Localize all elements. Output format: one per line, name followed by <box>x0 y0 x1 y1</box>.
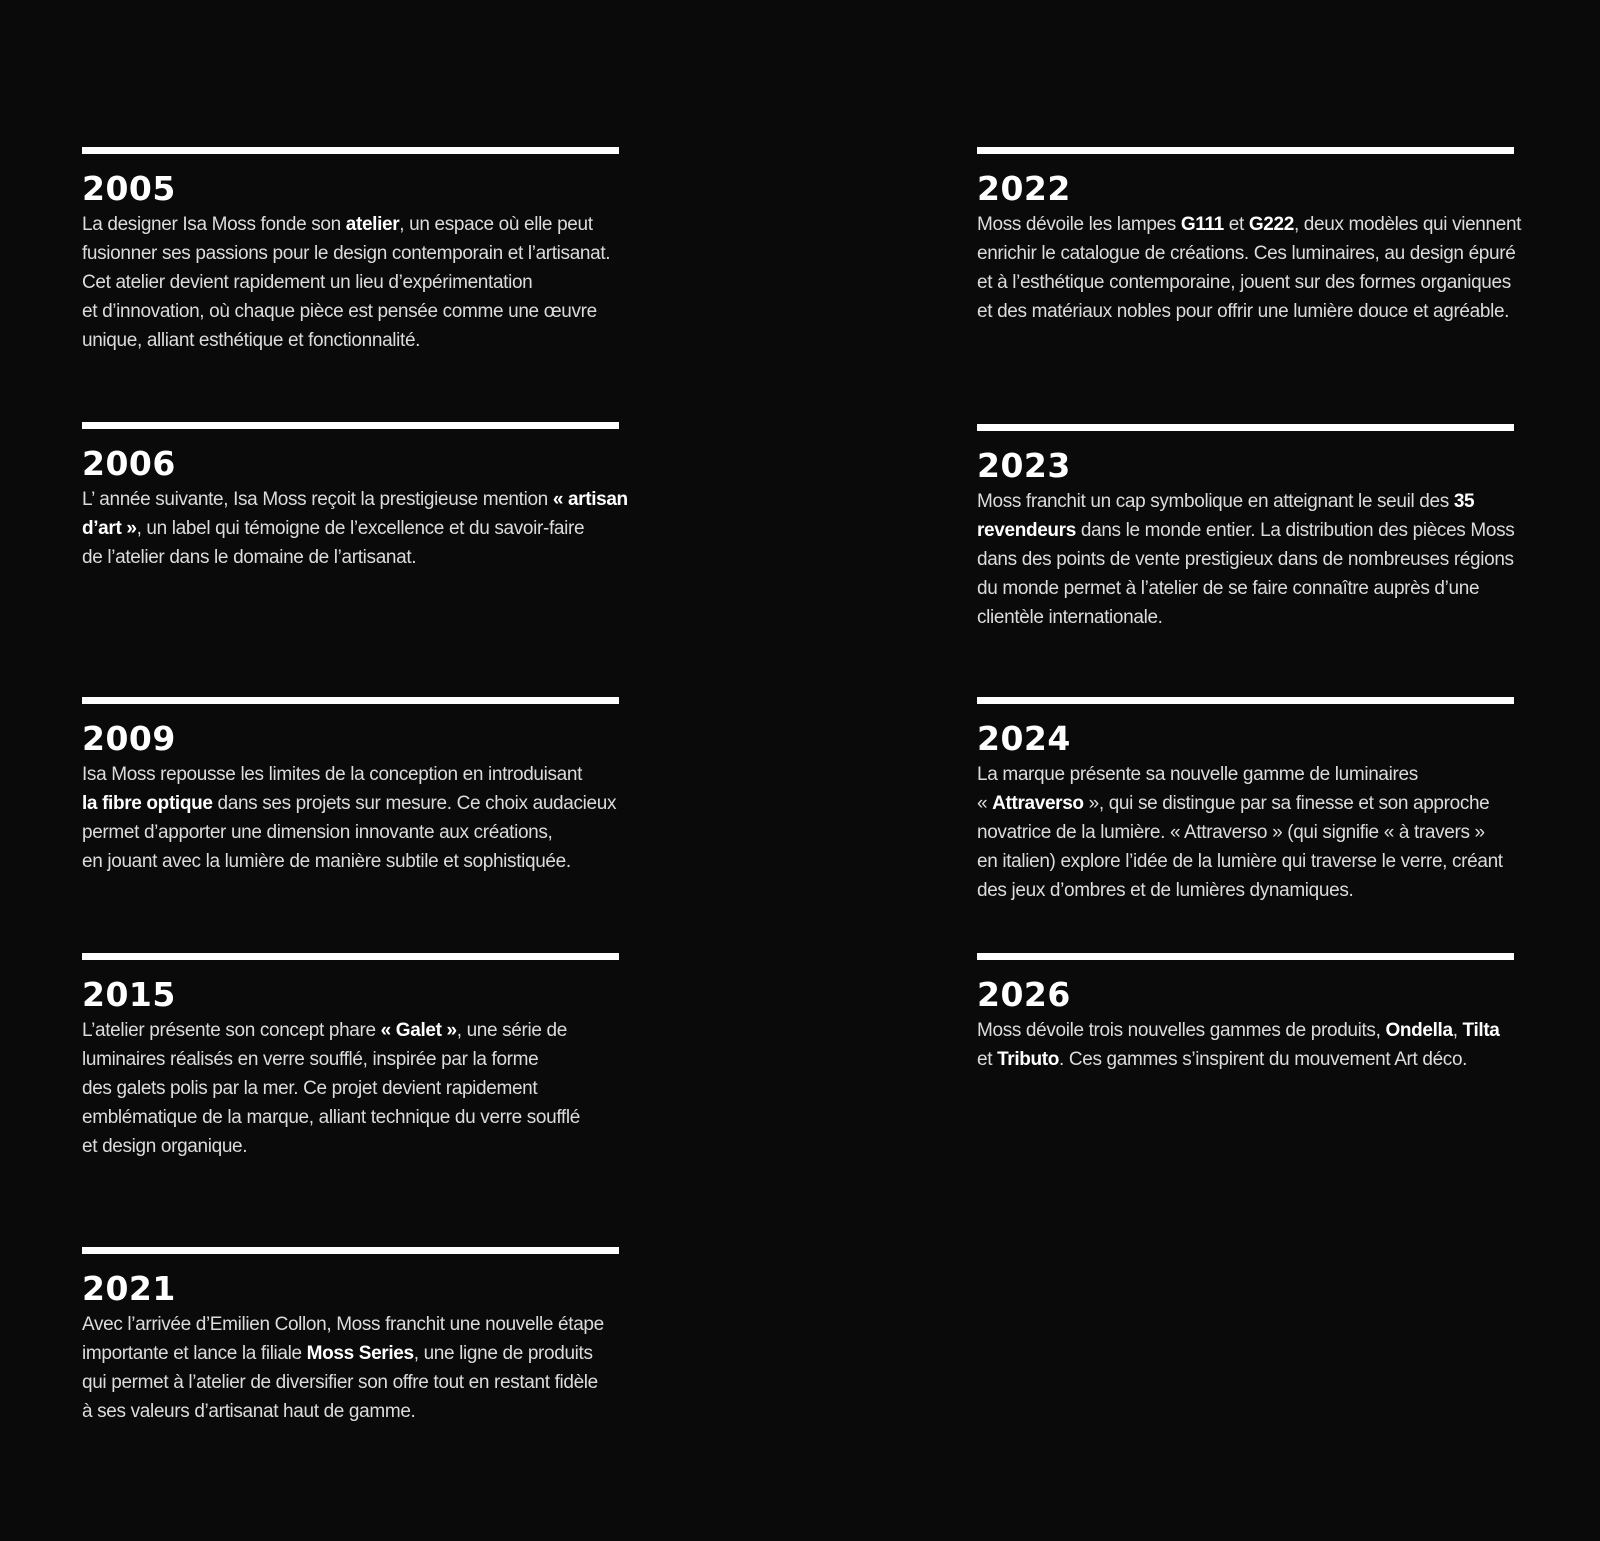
text-line: fusionner ses passions pour le design contemporain et l’artisanat. <box>82 243 611 264</box>
year-heading: 2009 <box>82 719 176 758</box>
text-line: et Tributo. Ces gammes s’inspirent du mouvement Art déco. <box>977 1049 1468 1070</box>
divider-rule <box>977 424 1514 431</box>
text-line: Isa Moss repousse les limites de la conception en introduisant <box>82 764 583 785</box>
divider-rule <box>82 147 619 154</box>
entry-description <box>82 210 619 355</box>
highlight-text: 35 <box>1453 491 1475 512</box>
text-line: luminaires réalisés en verre soufflé, inspirée par la forme <box>82 1049 539 1070</box>
divider-rule <box>82 953 619 960</box>
highlight-text: la fibre optique <box>82 793 213 814</box>
entry-description <box>977 760 1514 905</box>
text-line: emblématique de la marque, alliant technique du verre soufflé <box>82 1107 580 1128</box>
year-heading: 2015 <box>82 975 176 1014</box>
text-line: La designer Isa Moss fonde son atelier, un espace où elle peut <box>82 214 593 235</box>
entry-description <box>82 760 619 876</box>
text-line: des jeux d’ombres et de lumières dynamiques. <box>977 880 1354 901</box>
timeline-entry-2026 <box>977 953 1514 1074</box>
text-line: Avec l’arrivée d’Emilien Collon, Moss franchit une nouvelle étape <box>82 1314 604 1335</box>
year-heading: 2026 <box>977 975 1071 1014</box>
entry-description <box>977 210 1522 326</box>
highlight-text: Tributo <box>997 1049 1060 1070</box>
highlight-text: atelier <box>345 214 400 235</box>
highlight-text: revendeurs <box>977 520 1076 541</box>
text-line: en italien) explore l’idée de la lumière qui traverse le verre, créant <box>977 851 1503 872</box>
entry-description <box>977 487 1514 632</box>
highlight-text: « Galet » <box>380 1020 457 1041</box>
divider-rule <box>82 422 619 429</box>
text-line: Moss franchit un cap symbolique en atteignant le seuil des 35 <box>977 491 1475 512</box>
highlight-text: Moss Series <box>306 1343 414 1364</box>
timeline-entry-2021 <box>82 1247 619 1426</box>
text-line: Moss dévoile trois nouvelles gammes de produits, Ondella, Tilta <box>977 1020 1500 1041</box>
divider-rule <box>977 147 1514 154</box>
text-line: et à l’esthétique contemporaine, jouent sur des formes organiques <box>977 272 1511 293</box>
year-heading: 2021 <box>82 1269 176 1308</box>
text-line: novatrice de la lumière. « Attraverso » (qui signifie « à travers » <box>977 822 1485 843</box>
text-line: Cet atelier devient rapidement un lieu d’expérimentation <box>82 272 533 293</box>
text-line: clientèle internationale. <box>977 607 1163 628</box>
year-heading: 2005 <box>82 169 176 208</box>
entry-description <box>82 485 628 572</box>
highlight-text: G111 <box>1180 214 1224 235</box>
divider-rule <box>82 1247 619 1254</box>
text-line: de l’atelier dans le domaine de l’artisanat. <box>82 547 417 568</box>
text-line: L’atelier présente son concept phare « Galet », une série de <box>82 1020 567 1041</box>
timeline-entry-2024 <box>977 697 1514 905</box>
year-heading: 2023 <box>977 446 1071 485</box>
timeline-entry-2009 <box>82 697 619 876</box>
text-line: L’ année suivante, Isa Moss reçoit la prestigieuse mention « artisan <box>82 489 628 510</box>
highlight-text: Tilta <box>1462 1020 1500 1041</box>
text-line: La marque présente sa nouvelle gamme de luminaires <box>977 764 1418 785</box>
year-heading: 2022 <box>977 169 1071 208</box>
year-heading: 2024 <box>977 719 1071 758</box>
text-line: revendeurs dans le monde entier. La distribution des pièces Moss <box>977 520 1515 541</box>
text-line: importante et lance la filiale Moss Series, une ligne de produits <box>82 1343 593 1364</box>
text-line: des galets polis par la mer. Ce projet devient rapidement <box>82 1078 538 1099</box>
timeline-entry-2015 <box>82 953 619 1161</box>
text-line: Moss dévoile les lampes G111 et G222, deux modèles qui viennent <box>977 214 1522 235</box>
text-line: la fibre optique dans ses projets sur mesure. Ce choix audacieux <box>82 793 617 814</box>
divider-rule <box>977 953 1514 960</box>
text-line: dans des points de vente prestigieux dans de nombreuses régions <box>977 549 1514 570</box>
text-line: d’art », un label qui témoigne de l’excellence et du savoir-faire <box>82 518 585 539</box>
divider-rule <box>977 697 1514 704</box>
year-heading: 2006 <box>82 444 176 483</box>
text-line: enrichir le catalogue de créations. Ces luminaires, au design épuré <box>977 243 1516 264</box>
timeline-entry-2023 <box>977 424 1514 632</box>
highlight-text: « artisan <box>552 489 628 510</box>
entry-description <box>82 1310 619 1426</box>
highlight-text: G222 <box>1248 214 1294 235</box>
text-line: et des matériaux nobles pour offrir une lumière douce et agréable. <box>977 301 1510 322</box>
text-line: et design organique. <box>82 1136 248 1157</box>
entry-description <box>82 1016 619 1161</box>
divider-rule <box>82 697 619 704</box>
text-line: en jouant avec la lumière de manière subtile et sophistiquée. <box>82 851 571 872</box>
entry-description <box>977 1016 1514 1074</box>
text-line: permet d’apporter une dimension innovante aux créations, <box>82 822 553 843</box>
timeline-entry-2006 <box>82 422 628 572</box>
text-line: et d’innovation, où chaque pièce est pensée comme une œuvre <box>82 301 597 322</box>
text-line: unique, alliant esthétique et fonctionnalité. <box>82 330 421 351</box>
highlight-text: Attraverso <box>992 793 1084 814</box>
text-line: du monde permet à l’atelier de se faire connaître auprès d’une <box>977 578 1480 599</box>
timeline-entry-2022 <box>977 147 1522 326</box>
highlight-text: d’art » <box>82 518 137 539</box>
text-line: à ses valeurs d’artisanat haut de gamme. <box>82 1401 416 1422</box>
text-line: qui permet à l’atelier de diversifier son offre tout en restant fidèle <box>82 1372 598 1393</box>
highlight-text: Ondella <box>1385 1020 1453 1041</box>
text-line: « Attraverso », qui se distingue par sa finesse et son approche <box>977 793 1490 814</box>
timeline-entry-2005 <box>82 147 619 355</box>
